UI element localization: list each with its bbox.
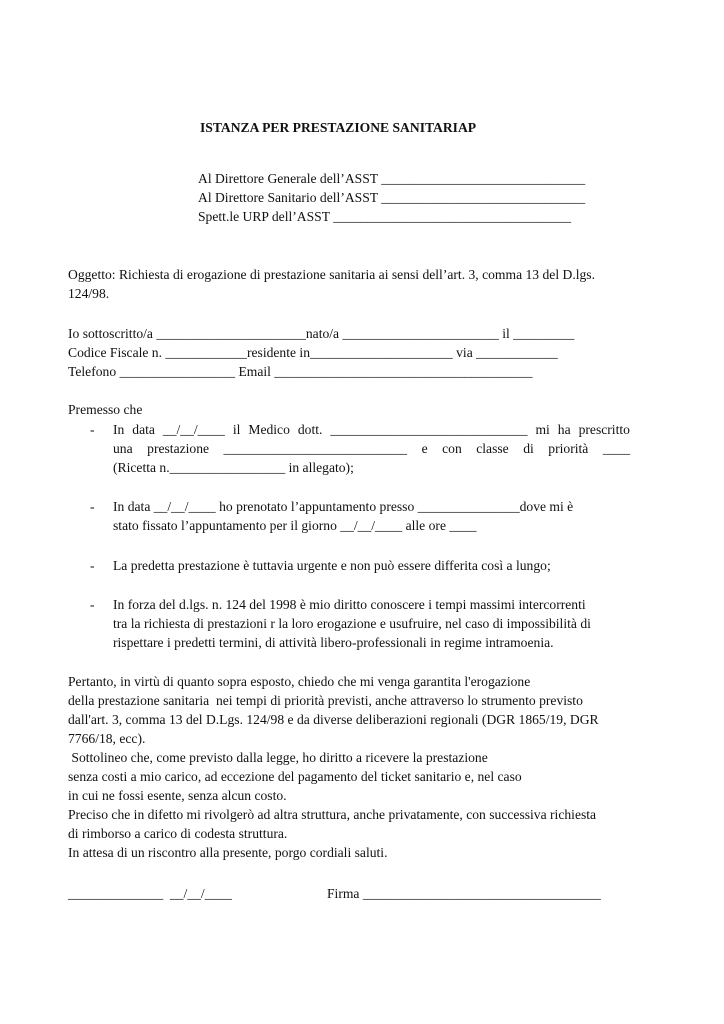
bullet-dash: - <box>90 597 95 612</box>
recipient-urp: Spett.le URP dell’ASST ___________________________________ <box>198 209 572 224</box>
bullet1-line-3: (Ricetta n._________________ in allegato); <box>113 460 354 475</box>
premise-heading: Premesso che <box>68 402 143 417</box>
closing-line-5: Sottolineo che, come previsto dalla legge, ho diritto a ricevere la prestazione <box>68 750 488 765</box>
bullet3-line-1: La predetta prestazione è tuttavia urgente e non può essere differita così a lungo; <box>113 558 551 573</box>
closing-line-6: senza costi a mio carico, ad eccezione del pagamento del ticket sanitario e, nel caso <box>68 769 522 784</box>
closing-line-7: in cui ne fossi esente, senza alcun costo. <box>68 788 287 803</box>
recipient-direttore-sanitario: Al Direttore Sanitario dell’ASST ______________________________ <box>198 190 586 205</box>
bullet4-line-3: rispettare i predetti termini, di attività libero-professionali in regime intramoenia. <box>113 635 554 650</box>
bullet4-line-1: In forza del d.lgs. n. 124 del 1998 è mio diritto conoscere i tempi massimi intercorrenti <box>113 597 586 612</box>
signature-field: Firma ___________________________________ <box>327 886 601 901</box>
closing-line-3: dall'art. 3, comma 13 del D.Lgs. 124/98 e da diverse deliberazioni regionali (DGR 1865/19, DGR <box>68 712 599 727</box>
bullet-dash: - <box>90 499 95 514</box>
bullet2-line-2: stato fissato l’appuntamento per il giorno __/__/____ alle ore ____ <box>113 518 477 533</box>
closing-line-9: di rimborso a carico di codesta struttura. <box>68 826 288 841</box>
bullet2-line-1: In data __/__/____ ho prenotato l’appuntamento presso _______________dove mi è <box>113 499 574 514</box>
document-title: ISTANZA PER PRESTAZIONE SANITARIAP <box>200 120 477 135</box>
closing-line-1: Pertanto, in virtù di quanto sopra esposto, chiedo che mi venga garantita l'erogazione <box>68 674 531 689</box>
personal-fiscal-line: Codice Fiscale n. ____________residente in_____________________ via ____________ <box>68 345 558 360</box>
closing-line-10: In attesa di un riscontro alla presente, porgo cordiali saluti. <box>68 845 388 860</box>
bullet-dash: - <box>90 558 95 573</box>
place-date-field: ______________ __/__/____ <box>68 886 232 901</box>
bullet1-line-1: In data __/__/____ il Medico dott. _____________________________ mi ha prescritto <box>113 422 630 437</box>
personal-contact-line: Telefono _________________ Email ______________________________________ <box>68 364 533 379</box>
personal-name-line: Io sottoscritto/a ______________________nato/a _______________________ il _________ <box>68 326 575 341</box>
closing-line-8: Preciso che in difetto mi rivolgerò ad altra struttura, anche privatamente, con successiva richiesta <box>68 807 597 822</box>
recipient-direttore-generale: Al Direttore Generale dell’ASST ______________________________ <box>198 171 586 186</box>
subject-line-2: 124/98. <box>68 286 110 301</box>
bullet-dash: - <box>90 422 95 437</box>
closing-line-2: della prestazione sanitaria nei tempi di priorità previsti, anche attraverso lo strumento previsto <box>68 693 583 708</box>
bullet1-line-2: una prestazione ___________________________ e con classe di priorità ____ <box>113 441 630 456</box>
closing-line-4: 7766/18, ecc). <box>68 731 146 746</box>
bullet4-line-2: tra la richiesta di prestazioni r la loro erogazione e usufruire, nel caso di impossibilità di <box>113 616 591 631</box>
subject-line-1: Oggetto: Richiesta di erogazione di prestazione sanitaria ai sensi dell’art. 3, comma 13 del D.lgs. <box>68 267 595 282</box>
